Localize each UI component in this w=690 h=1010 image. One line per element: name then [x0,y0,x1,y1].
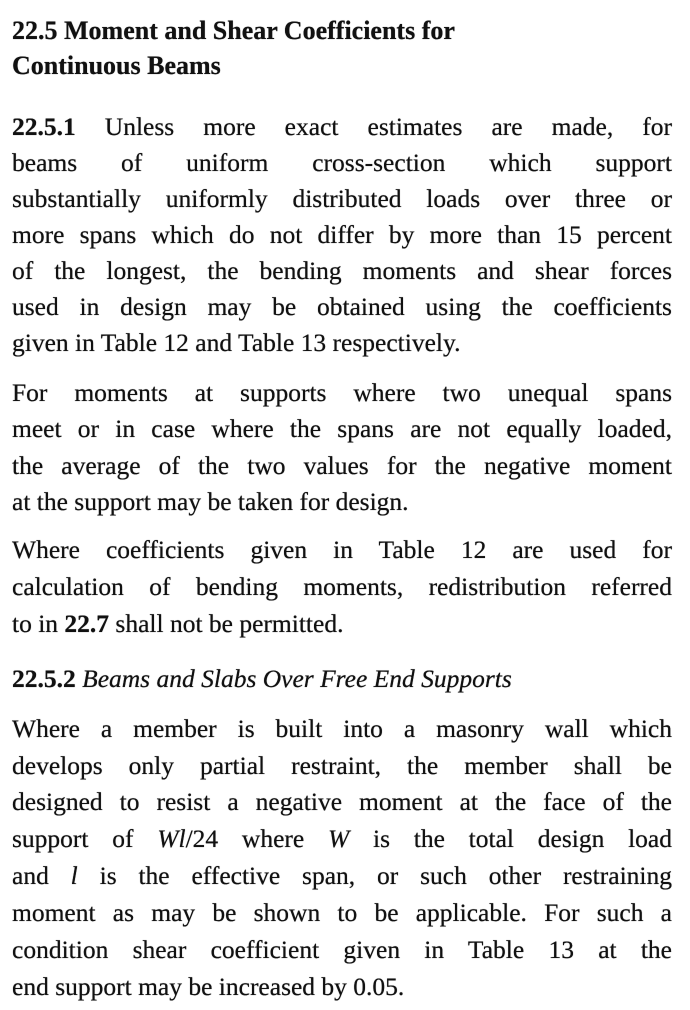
clause-22-5-2-body-line [12,787,672,817]
text-run: 22.5.1 [12,112,76,141]
text-run: W [328,824,350,853]
text-run: calculation of bending moments, redistribution referred [12,572,672,601]
text-run: For moments at supports where two unequal spans [12,378,672,407]
text-run: Where a member is built into a masonry wall which [12,714,672,743]
text-run: used in design may be obtained using the coefficients [12,292,672,321]
text-run: is the total design load [349,824,672,853]
paragraph-unequal-spans-line [12,451,672,481]
text-run: l [70,861,78,890]
clause-22-5-2-body-line [12,861,672,891]
text-run: designed to resist a negative moment at the face of the [12,787,672,816]
paragraph-unequal-spans-line [12,414,672,444]
text-run: 22.7 [64,609,110,638]
text-run: substantially uniformly distributed loads over three or [12,184,672,213]
section-heading-line [12,51,672,81]
section-heading-line [12,16,672,46]
paragraph-redistribution-line [12,572,672,602]
clause-22-5-1-line [12,328,672,358]
text-run: moment as may be shown to be applicable. For such a [12,898,672,927]
paragraph-redistribution-line [12,609,672,639]
clause-22-5-1-line [12,220,672,250]
text-run: is the effective span, or such other restraining [77,861,672,890]
text-run: Unless more exact estimates are made, for [75,112,672,141]
text-run: beams of uniform cross-section which support [12,148,672,177]
clause-22-5-1-line [12,292,672,322]
text-run: at the support may be taken for design. [12,487,409,516]
text-run: meet or in case where the spans are not equally loaded, [12,414,672,443]
text-run: given in Table 12 and Table 13 respectively. [12,328,461,357]
clause-22-5-2-body-line [12,935,672,965]
clause-22-5-2-heading-line [12,664,672,694]
clause-22-5-2-body-line [12,898,672,928]
paragraph-unequal-spans-line [12,378,672,408]
text-run: Where coefficients given in Table 12 are used for [12,535,672,564]
text-run: support of [12,824,158,853]
text-run: develops only partial restraint, the member shall be [12,751,672,780]
text-run: shall not be permitted. [109,609,344,638]
text-run: and [12,861,71,890]
text-run: condition shear coefficient given in Table 13 at the [12,935,672,964]
clause-22-5-2-body-line [12,972,672,1002]
clause-22-5-2-body-line [12,714,672,744]
text-run: more spans which do not differ by more than 15 percent [12,220,672,249]
paragraph-redistribution-line [12,535,672,565]
text-run: Beams and Slabs Over Free End Supports [75,664,512,693]
text-run: Continuous Beams [12,51,221,80]
clause-22-5-1-line [12,184,672,214]
text-run: Wl [157,824,186,853]
clause-22-5-2-body-line [12,824,672,854]
text-run: to in [12,609,65,638]
clause-22-5-1-line [12,112,672,142]
clause-22-5-2-body-line [12,751,672,781]
clause-22-5-1-line [12,256,672,286]
paragraph-unequal-spans-line [12,487,672,517]
text-run: the average of the two values for the negative moment [12,451,672,480]
text-run: /24 where [185,824,328,853]
text-run: 22.5.2 [12,664,76,693]
clause-22-5-1-line [12,148,672,178]
text-run: 22.5 Moment and Shear Coefficients for [12,16,455,45]
text-run: end support may be increased by 0.05. [12,972,405,1001]
text-run: of the longest, the bending moments and shear forces [12,256,672,285]
